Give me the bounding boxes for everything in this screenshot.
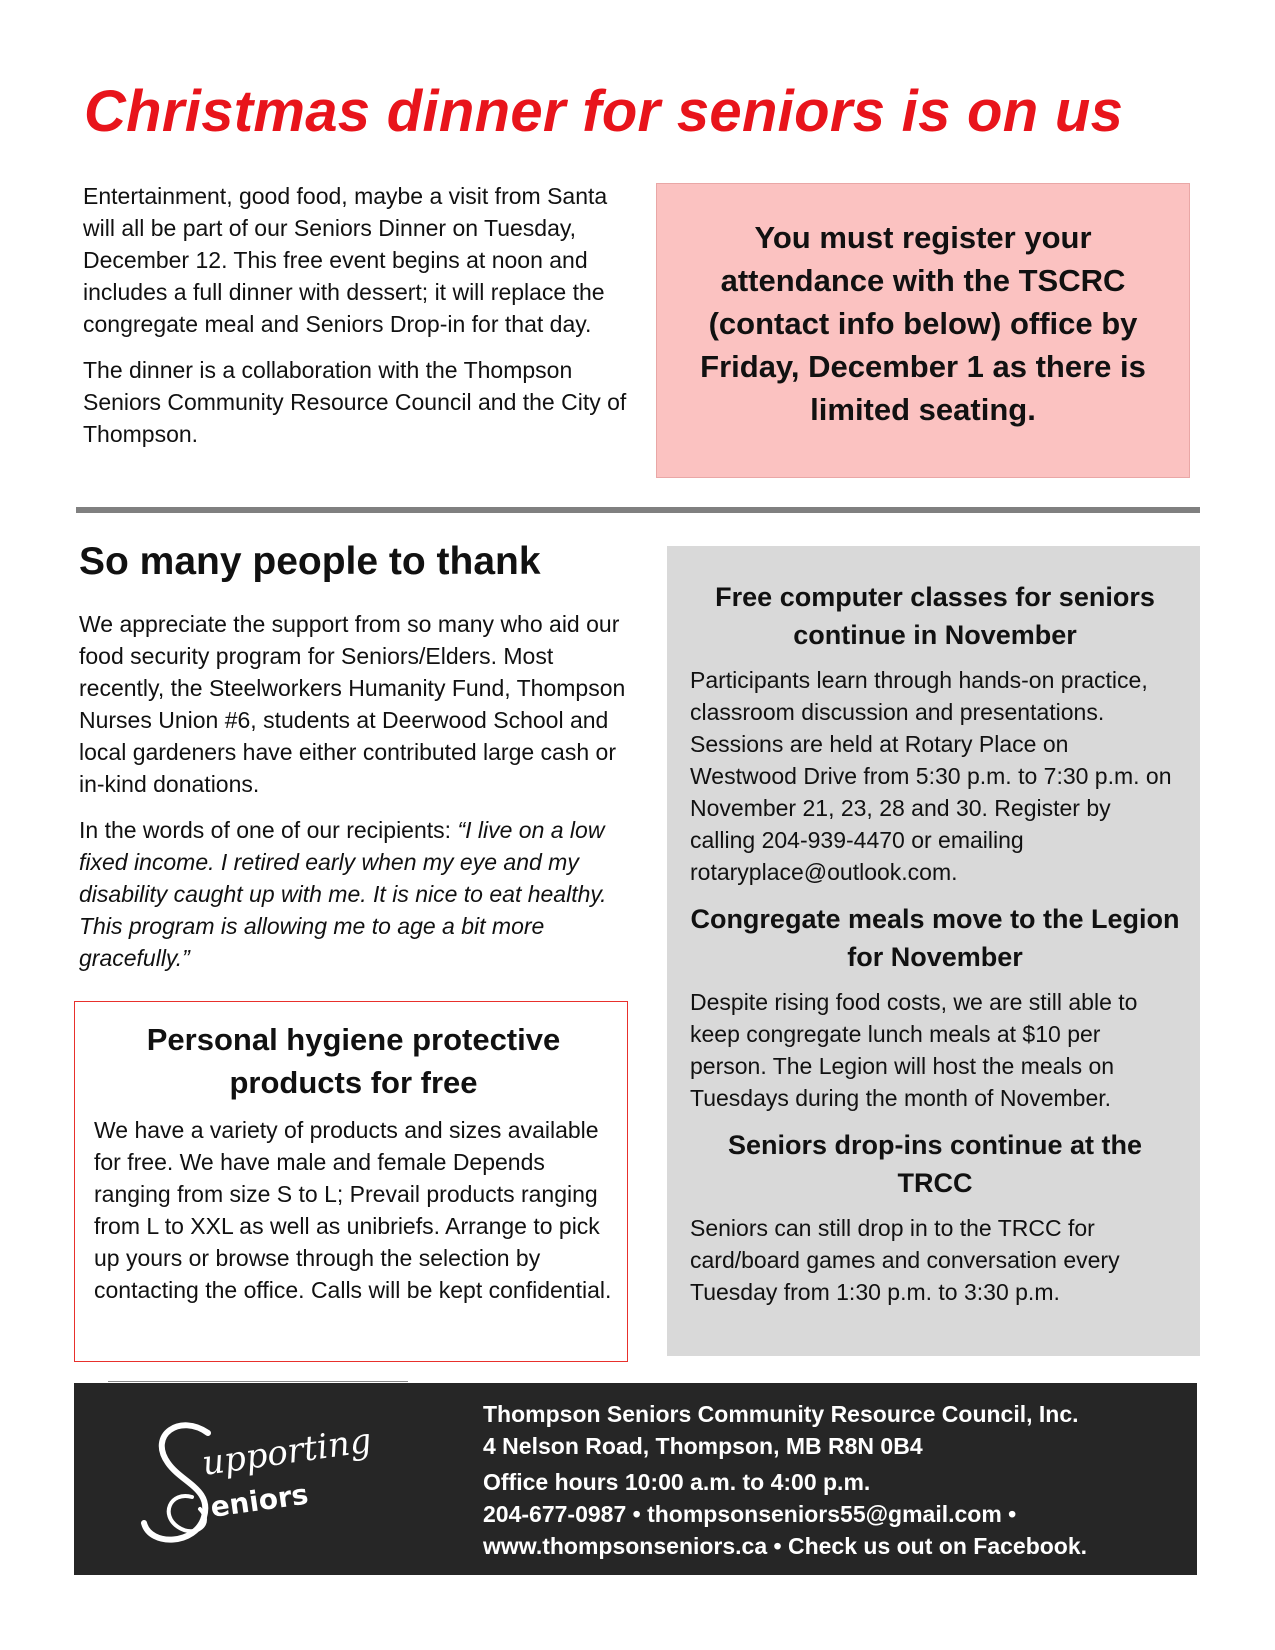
org-name: Thompson Seniors Community Resource Council, Inc. (483, 1401, 1079, 1427)
headline: Christmas dinner for seniors is on us (84, 79, 1124, 144)
registration-notice-text: You must register your attendance with the TSCRC (contact info below) office by Friday, December 1 as there is limited seating. (700, 220, 1146, 427)
thanks-paragraph-2 (79, 814, 639, 974)
logo-line-1: upporting (199, 1420, 374, 1484)
hygiene-text: We have a variety of products and sizes available for free. We have male and female Depends ranging from size S to L; Prevail products ranging from L to XXL as well as unibriefs. Arrange to pick up yours or browse through the selection by contacting the office. Calls will be kept confidential. (94, 1117, 612, 1303)
thanks-paragraph-1: We appreciate the support from so many who aid our food security program for Seniors/Elders. Most recently, the Steelworkers Humanity Fund, Thompson Nurses Union #6, students at Deerwood School and local gardeners have either contributed large cash or in-kind donations. (79, 611, 626, 797)
website-facebook: www.thompsonseniors.ca • Check us out on Facebook. (483, 1533, 1088, 1559)
office-hours: Office hours 10:00 a.m. to 4:00 p.m. (483, 1469, 871, 1495)
supporting-seniors-logo (130, 1405, 380, 1555)
hygiene-products-box (74, 1001, 628, 1362)
thanks-text (79, 608, 639, 974)
computer-classes-text: Participants learn through hands-on practice, classroom discussion and presentations. Sessions are held at Rotary Place on Westwood Drive from 5:30 p.m. to 7:30 p.m. on November 21, 23, 28 and 30. Register by calling 204-939-4470 or emailing rotaryplace@outlook.com. (690, 667, 1172, 885)
footer-contact-info (483, 1398, 1183, 1562)
quote-lead: In the words of one of our recipients: (79, 817, 458, 843)
intro-paragraph-1: Entertainment, good food, maybe a visit from Santa will all be part of our Seniors Dinner on Tuesday, December 12. This free event begins at noon and includes a full dinner with dessert; it will replace the congregate meal and Seniors Drop-in for that day. (83, 183, 608, 337)
intro-text (83, 180, 628, 450)
intro-paragraph-2: The dinner is a collaboration with the Thompson Seniors Community Resource Council and the City of Thompson. (83, 357, 627, 447)
drop-ins-text: Seniors can still drop in to the TRCC for card/board games and conversation every Tuesday from 1:30 p.m. to 3:30 p.m. (690, 1215, 1120, 1305)
footer-top-line (108, 1381, 408, 1382)
drop-ins-heading: Seniors drop-ins continue at the TRCC (727, 1130, 1143, 1198)
computer-classes-heading: Free computer classes for seniors continue in November (715, 582, 1155, 650)
news-sidebar (667, 546, 1200, 1356)
registration-notice-box (656, 183, 1190, 478)
thanks-heading: So many people to thank (79, 540, 541, 583)
section-divider (76, 507, 1200, 513)
org-address: 4 Nelson Road, Thompson, MB R8N 0B4 (483, 1433, 923, 1459)
phone-email: 204-677-0987 • thompsonseniors55@gmail.com • (483, 1501, 1017, 1527)
logo-line-2: eniors (208, 1477, 311, 1524)
recipient-quote: “I live on a low fixed income. I retired early when my eye and my disability caught up with me. It is nice to eat healthy. This program is allowing me to age a bit more gracefully.” (79, 817, 607, 971)
congregate-meals-heading: Congregate meals move to the Legion for November (690, 904, 1180, 972)
congregate-meals-text: Despite rising food costs, we are still able to keep congregate lunch meals at $10 per person. The Legion will host the meals on Tuesdays during the month of November. (690, 989, 1138, 1111)
hygiene-heading: Personal hygiene protective products for free (146, 1022, 561, 1100)
